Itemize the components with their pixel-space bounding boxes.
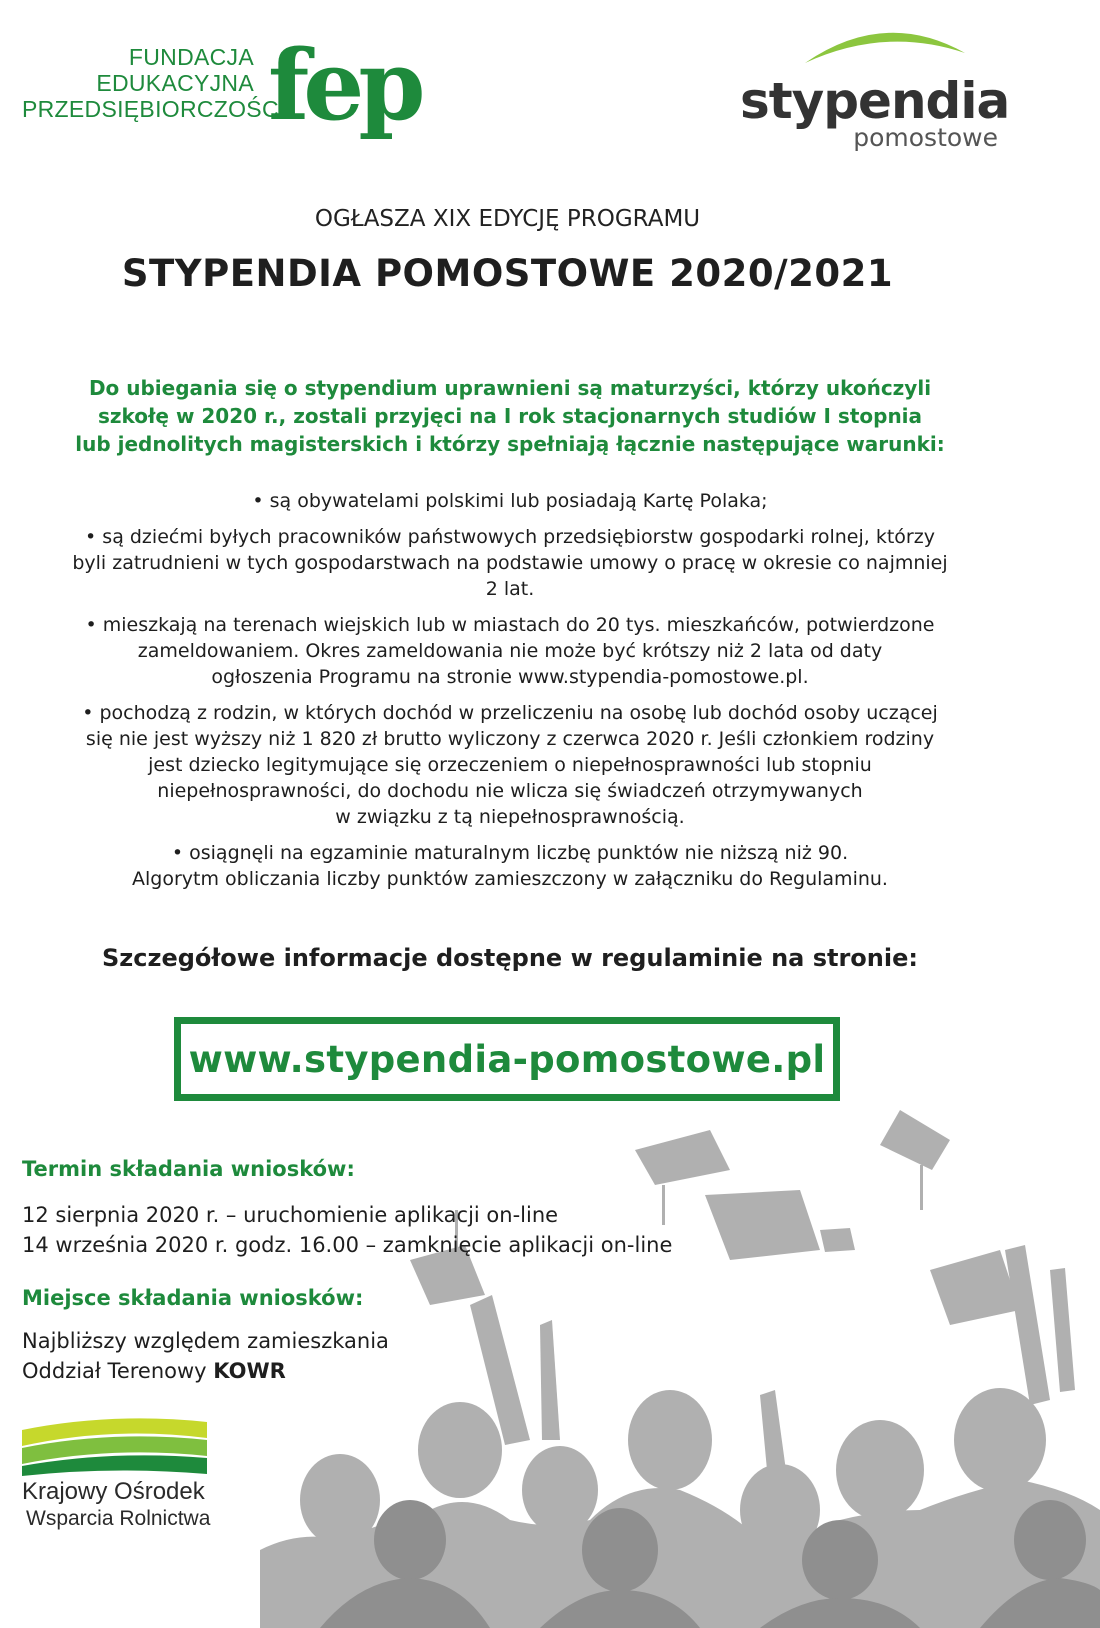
fep-logo-mark: fep: [268, 29, 420, 142]
stypendia-logo-sub: pomostowe: [853, 123, 998, 152]
fep-logo-line: PRZEDSIĘBIORCZOŚCI: [22, 96, 286, 122]
fep-logo-wordmark: [22, 44, 286, 122]
condition-item: [55, 700, 965, 830]
condition-line: • pochodzą z rodzin, w których dochód w przeliczeniu na osobę lub dochód osoby uczącej: [82, 702, 938, 724]
condition-line: Algorytm obliczania liczby punktów zamieszczony w załączniku do Regulaminu.: [132, 868, 888, 890]
kowr-line: Krajowy Ośrodek: [22, 1478, 205, 1505]
condition-line: byli zatrudnieni w tych gospodarstwach na podstawie umowy o pracę w okresie co najmniej: [72, 552, 948, 574]
condition-line: zameldowaniem. Okres zameldowania nie może być krótszy niż 2 lata od daty: [137, 640, 883, 662]
condition-line: • są dziećmi byłych pracowników państwowych przedsiębiorstw gospodarki rolnej, którzy: [85, 526, 935, 548]
details-heading: Szczegółowe informacje dostępne w regulaminie na stronie:: [102, 944, 918, 972]
deadline-line: 12 sierpnia 2020 r. – uruchomienie aplikacji on-line: [22, 1203, 559, 1227]
condition-line: 2 lat.: [485, 578, 535, 600]
place-line: [22, 1356, 389, 1386]
kowr-logo-icon: [22, 1416, 207, 1476]
fep-logo-line: EDUKACYJNA: [96, 70, 254, 96]
deadline-line: 14 września 2020 r. godz. 16.00 – zamknięcie aplikacji on-line: [22, 1233, 673, 1257]
condition-line: niepełnosprawności, do dochodu nie wlicza się świadczeń otrzymywanych: [157, 780, 863, 802]
place-line: Najbliższy względem zamieszkania: [22, 1329, 389, 1353]
condition-item: [55, 840, 965, 892]
logo-arc-icon: [800, 18, 970, 68]
place-line-prefix: Oddział Terenowy: [22, 1359, 214, 1383]
website-link-box[interactable]: [174, 1017, 840, 1101]
eligibility-conditions: [55, 488, 965, 902]
deadline-lines: [22, 1200, 672, 1260]
kowr-logo-text: [22, 1478, 210, 1532]
condition-line: • osiągnęli na egzaminie maturalnym liczbę punktów nie niższą niż 90.: [171, 842, 849, 864]
place-heading: Miejsce składania wniosków:: [22, 1286, 364, 1310]
stypendia-logo-main: stypendia: [740, 72, 1010, 130]
condition-line: się nie jest wyższy niż 1 820 zł brutto wyliczony z czerwca 2020 r. Jeśli członkiem rodziny: [85, 728, 935, 750]
intro-line: szkołę w 2020 r., zostali przyjęci na I rok stacjonarnych studiów I stopnia: [97, 404, 923, 428]
condition-line: w związku z tą niepełnosprawnością.: [335, 806, 685, 828]
page-title: STYPENDIA POMOSTOWE 2020/2021: [121, 252, 894, 295]
condition-line: ogłoszenia Programu na stronie www.stypendia-pomostowe.pl.: [211, 666, 809, 688]
eligibility-intro: [60, 374, 960, 458]
intro-line: Do ubiegania się o stypendium uprawnieni są maturzyści, którzy ukończyli: [88, 376, 932, 400]
condition-item: [55, 524, 965, 602]
condition-line: • są obywatelami polskimi lub posiadają Kartę Polaka;: [252, 490, 768, 512]
announcement-subtitle: OGŁASZA XIX EDYCJĘ PROGRAMU: [314, 206, 701, 232]
deadline-heading: Termin składania wniosków:: [22, 1157, 355, 1181]
condition-line: • mieszkają na terenach wiejskich lub w miastach do 20 tys. mieszkańców, potwierdzone: [85, 614, 935, 636]
condition-item: [55, 488, 965, 514]
kowr-acronym: KOWR: [213, 1359, 286, 1383]
intro-line: lub jednolitych magisterskich i którzy spełniają łącznie następujące warunki:: [75, 432, 945, 456]
fep-logo-line: FUNDACJA: [128, 44, 254, 70]
place-lines: [22, 1326, 389, 1386]
kowr-line: Wsparcia Rolnictwa: [26, 1507, 211, 1530]
website-link[interactable]: www.stypendia-pomostowe.pl: [188, 1037, 826, 1081]
condition-line: jest dziecko legitymujące się orzeczeniem o niepełnosprawności lub stopniu: [148, 754, 872, 776]
condition-item: [55, 612, 965, 690]
